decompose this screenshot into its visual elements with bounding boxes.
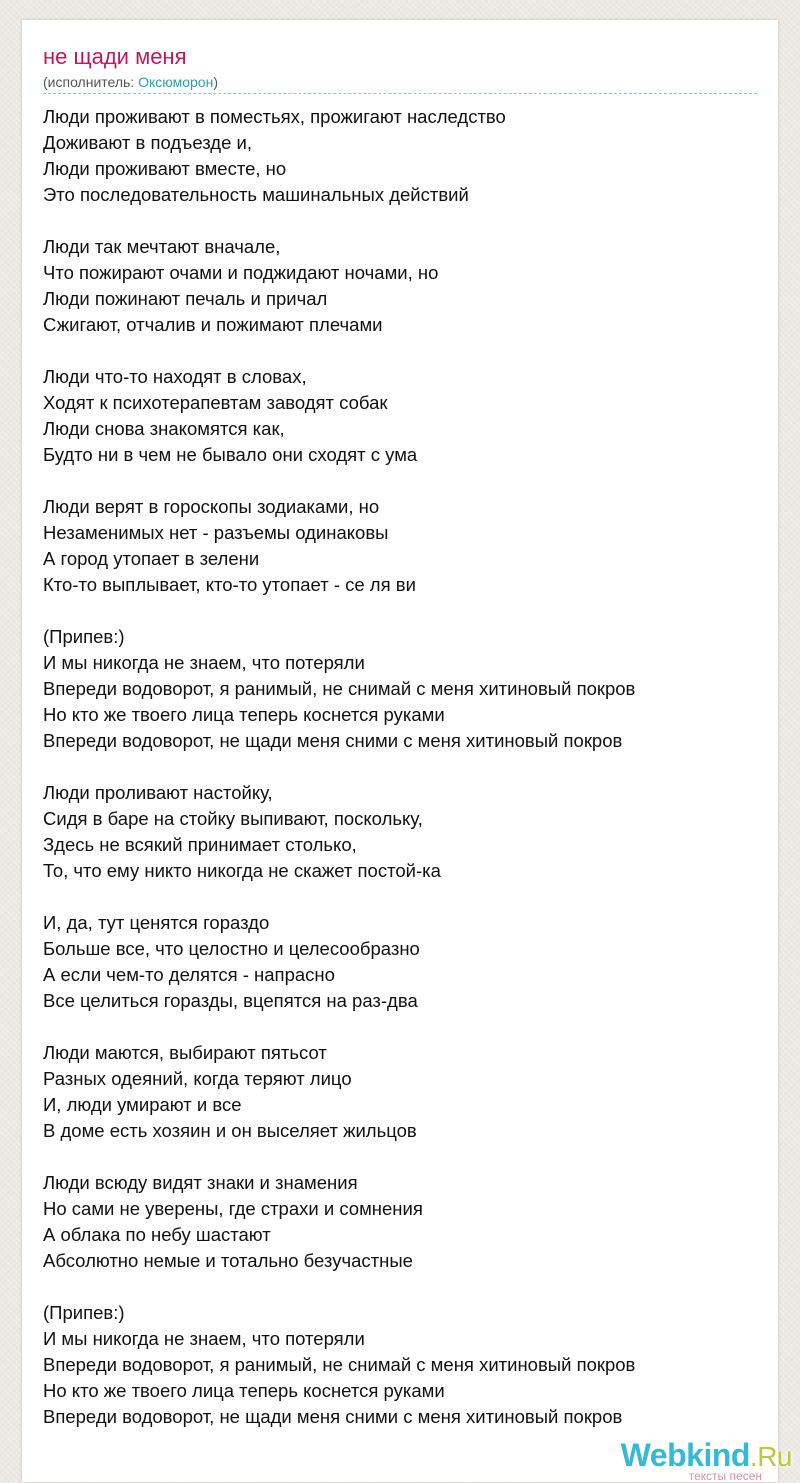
stanza-break [43, 338, 635, 364]
lyric-line: Люди верят в гороскопы зодиаками, но [43, 496, 380, 517]
lyric-line: В доме есть хозяин и он выселяет жильцов [43, 1120, 417, 1141]
stanza-break [43, 468, 635, 494]
lyric-line: (Припев:) [43, 626, 125, 647]
lyric-line: (Припев:) [43, 1302, 125, 1323]
lyric-line: Но сами не уверены, где страхи и сомнения [43, 1198, 423, 1219]
lyric-line: И мы никогда не знаем, что потеряли [43, 1328, 365, 1349]
lyric-line: Впереди водоворот, не щади меня сними с меня хитиновый покров [43, 730, 623, 751]
lyric-line: Сидя в баре на стойку выпивают, поскольку, [43, 808, 423, 829]
stanza-break [43, 1274, 635, 1300]
lyric-line: И, люди умирают и все [43, 1094, 242, 1115]
lyric-line: Будто ни в чем не бывало они сходят с ума [43, 444, 418, 465]
stanza-break [43, 208, 635, 234]
lyric-line: Доживают в подъезде и, [43, 132, 252, 153]
lyric-line: Кто-то выплывает, кто-то утопает - се ля ви [43, 574, 416, 595]
watermark-tagline: тексты песен [688, 1469, 762, 1483]
lyric-line: Люди маются, выбирают пятьсот [43, 1042, 327, 1063]
lyric-line: Впереди водоворот, не щади меня сними с меня хитиновый покров [43, 1406, 623, 1427]
lyric-line: Разных одеяний, когда теряют лицо [43, 1068, 352, 1089]
lyric-line: А если чем-то делятся - напрасно [43, 964, 335, 985]
lyric-line: И мы никогда не знаем, что потеряли [43, 652, 365, 673]
lyric-line: Что пожирают очами и поджидают ночами, но [43, 262, 439, 283]
lyric-line: Люди так мечтают вначале, [43, 236, 281, 257]
stanza-break [43, 884, 635, 910]
watermark-brand: Webkind [620, 1437, 750, 1473]
song-title: не щади меня [43, 44, 187, 69]
lyric-line: А облака по небу шастают [43, 1224, 271, 1245]
lyric-line: Впереди водоворот, я ранимый, не снимай с меня хитиновый покров [43, 1354, 636, 1375]
lyric-line: Люди снова знакомятся как, [43, 418, 285, 439]
lyric-line: Ходят к психотерапевтам заводят собак [43, 392, 388, 413]
stanza-break [43, 598, 635, 624]
lyric-line: Это последовательность машинальных действий [43, 184, 469, 205]
artist-prefix: (исполнитель: [43, 74, 139, 90]
lyric-line: Абсолютно немые и тотально безучастные [43, 1250, 413, 1271]
lyrics-card [22, 20, 778, 1482]
lyric-line: Люди проживают в поместьях, прожигают наследство [43, 106, 506, 127]
lyric-line: Все целиться горазды, вцепятся на раз-два [43, 990, 418, 1011]
watermark-tld: .Ru [749, 1441, 792, 1472]
lyric-line: Впереди водоворот, я ранимый, не снимай с меня хитиновый покров [43, 678, 636, 699]
lyric-line: Люди что-то находят в словах, [43, 366, 307, 387]
lyric-line: Больше все, что целостно и целесообразно [43, 938, 420, 959]
stanza-break [43, 1014, 635, 1040]
lyric-line: Но кто же твоего лица теперь коснется руками [43, 1380, 445, 1401]
artist-link[interactable]: Оксюморон [138, 74, 214, 90]
lyric-line: Люди всюду видят знаки и знамения [43, 1172, 358, 1193]
lyric-line: Люди проживают вместе, но [43, 158, 287, 179]
stanza-break [43, 754, 635, 780]
site-watermark [621, 1438, 792, 1482]
lyric-line: Сжигают, отчалив и пожимают плечами [43, 314, 383, 335]
lyrics-text [43, 104, 635, 1430]
artist-line [43, 73, 218, 91]
lyric-line: Люди проливают настойку, [43, 782, 273, 803]
lyric-line: Здесь не всякий принимает столько, [43, 834, 357, 855]
lyric-line: А город утопает в зелени [43, 548, 260, 569]
lyric-line: То, что ему никто никогда не скажет постой-ка [43, 860, 441, 881]
title-divider [43, 93, 757, 94]
artist-suffix: ) [213, 74, 218, 90]
lyric-line: И, да, тут ценятся гораздо [43, 912, 270, 933]
lyric-line: Но кто же твоего лица теперь коснется руками [43, 704, 445, 725]
lyric-line: Люди пожинают печаль и причал [43, 288, 328, 309]
stanza-break [43, 1144, 635, 1170]
lyric-line: Незаменимых нет - разъемы одинаковы [43, 522, 389, 543]
